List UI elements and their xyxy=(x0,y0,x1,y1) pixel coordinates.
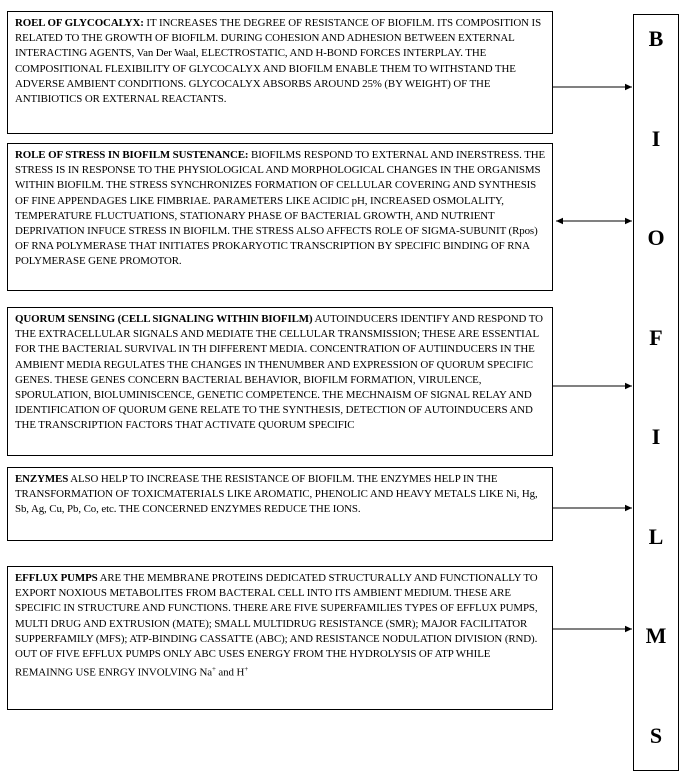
glycocalyx-text: IT INCREASES THE DEGREE OF RESISTANCE OF BIOFILM. ITS COMPOSITION IS RELATED TO THE GROWTH OF BIOFILM. DURING COHESION AND ADHESION BETWEEN EXTERNAL INTERACTING AGENTS, Van Der Waal, ELECTROSTATIC, AND H-BOND FORCES INTERPLAY. THE COMPOSITIONAL FLEXIBILITY OF GLYCOCALYX AND BIOFILM ENABLE THEM TO WITHSTAND THE ADVERSE AMBIENT CONDITIONS. GLYCOCALYX ABSORBS AROUND 25% (BY WEIGHT) OF THE ANTIBIOTICS OR EXTERNAL REACTANTS. xyxy=(15,17,542,106)
glycocalyx-title: ROEL OF GLYCOCALYX: xyxy=(15,17,144,29)
hydrogen-charge: + xyxy=(244,665,249,674)
title-letter-l: L xyxy=(648,524,664,549)
efflux-pumps-box xyxy=(7,566,553,710)
stress-box xyxy=(7,143,553,291)
title-letter-o: O xyxy=(647,225,665,250)
title-letter-i-2: I xyxy=(651,424,661,449)
enzymes-text: ALSO HELP TO INCREASE THE RESISTANCE OF BIOFILM. THE ENZYMES HELP IN THE TRANSFORMATION OF TOXICMATERIALS LIKE AROMATIC, PHENOLIC AND HEAVY METALS LIKE Ni, Hg, Sb, Ag, Cu, Pb, Co, etc. THE CONCERNED ENZYMES REDUCE THE IONS. xyxy=(15,473,538,516)
title-letter-i: I xyxy=(651,126,661,151)
title-letter-s: S xyxy=(649,723,663,748)
stress-title: ROLE OF STRESS IN BIOFILM SUSTENANCE: xyxy=(15,149,249,161)
efflux-pumps-text: ARE THE MEMBRANE PROTEINS DEDICATED STRUCTURALLY AND FUNCTIONALLY TO EXPORT NOXIOUS METABOLITES FROM BACTERAL CELL INTO ITS AMBIENT MEDIUM. THESE ARE SPECIFIC IN STRUCTURE AND FUNCTIONS. THERE ARE FIVE SUPERFAMILIES TYPES OF EFFLUX PUMPS, MULTI DRUG AND EXTRUSION (MATE); SMALL MULTIDRUG RESISTANCE (SMR); MAJOR FACILITATOR SUPPERFAMILY (MFS); ATP-BINDING CASSATTE (ABC); AND RESISTANCE NODULATION DIVISION (RND). OUT OF FIVE EFFLUX PUMPS ONLY ABC USES ENERGY FROM THE HYDROLYSIS OF ATP WHILE REMAINNG USE ENRGY INVOLVING Na xyxy=(15,572,538,679)
title-letter-m: M xyxy=(645,623,667,648)
sodium-charge: + xyxy=(211,665,216,674)
efflux-pumps-text-end: and H xyxy=(215,666,245,679)
title-letter-f: F xyxy=(649,325,663,350)
efflux-pumps-title: EFFLUX PUMPS xyxy=(15,572,98,584)
glycocalyx-box xyxy=(7,11,553,134)
quorum-sensing-title: QUORUM SENSING (CELL SIGNALING WITHIN BIOFILM) xyxy=(15,313,313,325)
biofilms-title-box xyxy=(633,14,679,771)
quorum-sensing-box xyxy=(7,307,553,456)
quorum-sensing-text: AUTOINDUCERS IDENTIFY AND RESPOND TO THE EXTRACELLULAR SIGNALS AND MEDIATE THE CELLULAR TRANSMISSION; THESE ARE ESSENTIAL FOR THE BACTERIAL SURVIVAL IN TH DIFFERENT MEDIA. CONCENTRATION OF AUTIINDUCERS IN THE AMBIENT MEDIA REGULATES THE CHANGES IN THENUMBER AND EXPRESSION OF QUORUM SPECIFIC GENES. THESE GENES CONCERN BACTERIAL BEHAVIOR, BIOFILM FORMATION, VIRULENCE, SPORULATION, BIOLUMINISCENCE, GENETIC COMPETENCE. THE MECHNAISM OF SIGNAL RELAY AND IDENTIFICATION OF QUORUM GENE RELATE TO THE SYNTHESIS, DETECTION OF AUTOINDUCERS AND THE TRANSCRIPTION FACTORS THAT ACTIVATE QUORUM SPECIFIC xyxy=(15,313,543,432)
stress-text: BIOFILMS RESPOND TO EXTERNAL AND INERSTRESS. THE STRESS IS IN RESPONSE TO THE PHYSIOLOGICAL AND MORPHOLOGICAL CHANGES IN THE ORGANISMS WITHIN BIOFILM. THE STRESS SYNCHRONIZES FORMATION OF CELLULAR COVERING AND SYNTHESIS OF FINE APPENDAGES LIKE FIMBRIAE. PARAMETERS LIKE ACIDIC pH, INCREASED OSMOLALITY, TEMPERATURE FLUCTUATIONS, STATIONARY PHASE OF BACTERIAL GROWTH, AND NUTRIENT DEPRIVATION INFUCE STRESS IN BIOFILM. THE STRESS ALSO AFFECTS ROLE OF SIGMA-SUBUNIT (Rpos) OF RNA POLYMERASE THAT INITIATES PROKARYOTIC TRANSCRIPTION BY SPECIFIC BINDING OF RNA POLYMERASE GENE PROMOTOR. xyxy=(15,149,546,268)
enzymes-title: ENZYMES xyxy=(15,473,69,485)
enzymes-box xyxy=(7,467,553,541)
title-letter-b: B xyxy=(648,26,664,51)
